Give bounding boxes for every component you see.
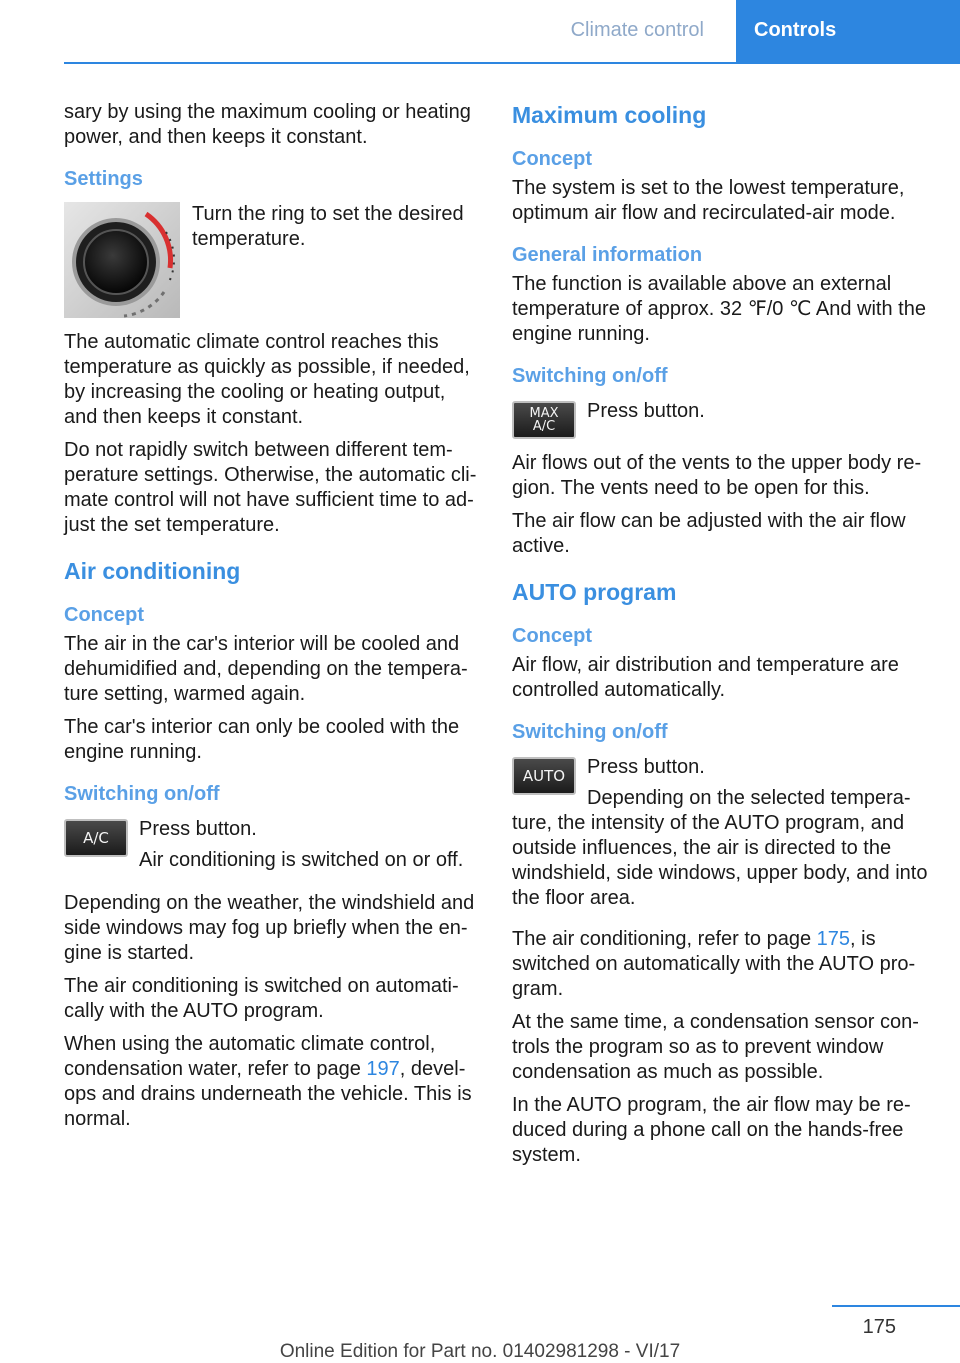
- ac-switch-paragraph-3: [64, 1032, 480, 1132]
- auto-paragraph-1-pre: The air conditioning, refer to page: [512, 928, 817, 950]
- auto-concept-heading: Concept: [512, 625, 592, 647]
- auto-paragraph-1-post: , is switched on automatically with the AUTO pro‐gram.: [512, 928, 916, 1000]
- page-number: 175: [862, 1316, 896, 1338]
- auto-paragraph-1: [512, 927, 928, 1002]
- ac-switch-caption-1: Press button.: [139, 818, 257, 840]
- right-column: [512, 100, 928, 1176]
- general-information-heading: General information: [512, 244, 703, 266]
- max-switch-paragraph-1: Air flows out of the vents to the upper body re‐gion. The vents need to be open for this.: [512, 452, 922, 499]
- ac-switch-paragraph-3-pre: When using the automatic climate control, condensation water, refer to page: [64, 1033, 436, 1080]
- auto-switch-caption-2-rest: ture, the intensity of the AUTO program, and outside influences, the air is directed to the windshield, side windows, upper body, and into the floor area.: [512, 812, 928, 909]
- max-ac-button-icon: [512, 401, 576, 439]
- footer-edition: Online Edition for Part no. 01402981298 - VI/17: [279, 1341, 681, 1362]
- max-switch-caption: Press button.: [587, 400, 705, 422]
- air-conditioning-heading: Air conditioning: [64, 558, 241, 584]
- settings-paragraph-1: The automatic climate control reaches this temperature as quickly as possible, if needed, by increasing the cooling or heating output, and then keeps it constant.: [64, 331, 470, 428]
- max-switching-heading: Switching on/off: [512, 365, 668, 387]
- auto-button-icon: AUTO: [512, 757, 576, 795]
- max-button-figure-row: [512, 399, 928, 439]
- auto-switch-caption-2-start: Depending on the selected tempera‐: [587, 787, 911, 809]
- settings-heading: Settings: [64, 168, 143, 190]
- max-button-line-2: A/C: [532, 419, 556, 434]
- intro-paragraph: sary by using the maximum cooling or heating power, and then keeps it constant.: [64, 101, 471, 148]
- page-header: [64, 0, 960, 64]
- ac-concept-paragraph-2: The car's interior can only be cooled with the engine running.: [64, 716, 460, 763]
- auto-concept-paragraph: Air flow, air distribution and temperature are controlled automatically.: [512, 654, 899, 701]
- general-information-paragraph: The function is available above an external temperature of approx. 32 ℉/0 ℃ And with the engine running.: [512, 273, 926, 345]
- header-chapter-tab: Controls: [736, 0, 960, 62]
- maximum-cooling-heading: Maximum cooling: [512, 102, 707, 128]
- ac-switch-paragraph-3-post: , devel‐ops and drains underneath the vehicle. This is normal.: [64, 1058, 472, 1130]
- ac-concept-paragraph-1: The air in the car's interior will be cooled and dehumidified and, depending on the tempera‐ture setting, warmed again.: [64, 633, 468, 705]
- ac-concept-heading: Concept: [64, 604, 144, 626]
- ac-button-icon: A/C: [64, 819, 128, 857]
- ac-switch-caption-2: Air conditioning is switched on or off.: [139, 849, 464, 871]
- left-column: [64, 100, 480, 1140]
- header-section-title: Climate control: [570, 19, 704, 41]
- max-button-line-1: MAX: [529, 406, 559, 421]
- settings-figure-row: [64, 202, 480, 318]
- auto-program-heading: AUTO program: [512, 579, 677, 605]
- max-switch-paragraph-2: The air flow can be adjusted with the air flow active.: [512, 510, 906, 557]
- ac-switch-paragraph-1: Depending on the weather, the windshield and side windows may fog up briefly when the en‐gine is started.: [64, 892, 475, 964]
- ac-button-figure-row: [64, 817, 480, 879]
- auto-button-figure-row: [512, 755, 928, 811]
- auto-switching-heading: Switching on/off: [512, 721, 668, 743]
- ac-switch-paragraph-2: The air conditioning is switched on automati‐cally with the AUTO program.: [64, 975, 459, 1022]
- footer-rule: [832, 1305, 960, 1307]
- settings-paragraph-2: Do not rapidly switch between different tem‐perature settings. Otherwise, the automatic cli‐mate control will not have sufficient time to ad‐just the set temperature.: [64, 439, 477, 536]
- page-197-link[interactable]: 197: [366, 1058, 400, 1080]
- max-concept-heading: Concept: [512, 148, 592, 170]
- auto-switch-caption-1: Press button.: [587, 756, 705, 778]
- auto-paragraph-3: In the AUTO program, the air flow may be re‐duced during a phone call on the hands-free system.: [512, 1094, 911, 1166]
- settings-caption: Turn the ring to set the desired temperature.: [192, 203, 464, 250]
- temperature-ring-icon: [64, 202, 180, 318]
- max-concept-paragraph: The system is set to the lowest temperature, optimum air flow and recirculated-air mode.: [512, 177, 905, 224]
- ac-switching-heading: Switching on/off: [64, 783, 220, 805]
- page-175-link[interactable]: 175: [816, 928, 851, 950]
- auto-paragraph-2: At the same time, a condensation sensor con‐trols the program so as to prevent window condensation as much as possible.: [512, 1011, 919, 1083]
